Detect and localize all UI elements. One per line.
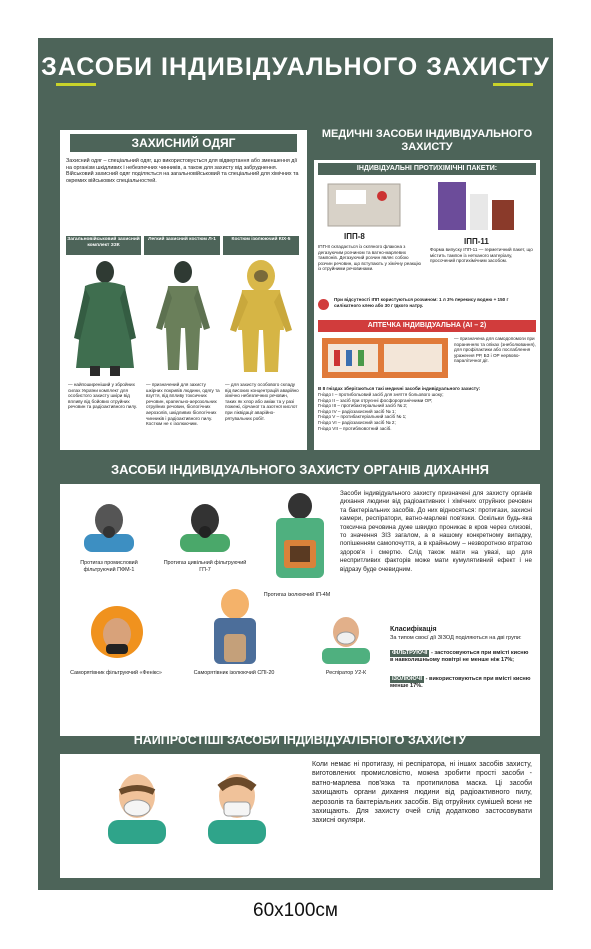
class-isolating	[390, 676, 532, 691]
kit-item: Гніздо VI – радіозахисний засіб № 2;	[318, 419, 396, 425]
kit-item: Гніздо ІІІ – протибактеріальний засіб № 2;	[318, 403, 408, 409]
page-title: ЗАСОБИ ІНДИВІДУАЛЬНОГО ЗАХИСТУ	[41, 53, 550, 81]
kit-item: Гніздо ІІ – засіб при отруєнні фосфорорганічними ОР;	[318, 397, 433, 403]
resp-label-6: Респіратор У2-К	[325, 670, 367, 676]
resp-label-4: Саморятівник фільтруючий «Фенікс»	[70, 670, 162, 676]
ipp8-name: ІПП-8	[344, 232, 365, 241]
ipp8-illustration	[324, 180, 404, 230]
simple-heading: НАЙПРОСТІШІ ЗАСОБИ ІНДИВІДУАЛЬНОГО ЗАХИСТУ	[133, 733, 467, 747]
clothing-intro: Захисний одяг – спеціальний одяг, що використовується для відвертання або зменшення дії на організм шкідливих і небезпечних чинників, а також для захисту від забруднення. Військовий захисний одяг поділяється на загальновійськовий та спеціальний для хімічних та окремих військових спеціальностей.	[66, 158, 299, 184]
class-intro: За типом своєї дії ЗІЗОД поділяються на дві групи:	[390, 635, 522, 641]
pfm1-gasmask-illustration	[74, 498, 144, 552]
ai2-kit-illustration	[320, 336, 450, 380]
kit-items-list	[318, 392, 536, 431]
medical-panel	[314, 160, 540, 450]
resp-label-2: Протигаз цивільний фільтруючий ГП-7	[163, 560, 247, 573]
kit-heading: АПТЕЧКА ІНДИВІДУАЛЬНА (АІ – 2)	[318, 320, 536, 332]
kit-item: Гніздо V – протибактеріальний засіб № 1;	[318, 414, 407, 420]
ip4m-gasmask-illustration	[260, 492, 334, 586]
ipp8-text: ІПП-8 складається із скляного флакона з дегазуючим розчином та ватно-марлевих тампонів. Дегазуючий розчин являє собою розчин речовин, що вступають у хімічну реакцію із отруйними речовинами.	[318, 244, 421, 272]
phoenix-selfrescuer-illustration	[82, 604, 152, 664]
stand-size-label: 60x100см	[253, 900, 338, 921]
kit-intro: В 8 гніздах зберігаються такі медичні засоби індивідуального захисту:	[318, 386, 481, 391]
clothing-panel	[60, 130, 307, 450]
l1-suit-illustration	[148, 258, 218, 378]
gauze-bandage-illustration	[100, 764, 174, 844]
clothing-col-2-text: — призначений для захисту шкірних покривів людини, одягу та взуття, від впливу токсичних речовин, крапельно-аерозольних отруйних речовин, біологічних аерозолів, шкідливих біологічних чинників і радіоактивного пилу. Костюм не є ізолюючим.	[146, 382, 220, 427]
ipp11-illustration	[432, 178, 522, 234]
clothing-col-3-text: — для захисту особового складу від високих концентрацій аварійно хімічно небезпечних речовин, таких як хлор або аміак та у разі пожежі, сірчаної та азотної кислот при ліквідації аварійно-рятувальних робіт.	[225, 382, 299, 421]
ipp11-text: Форма випуску ІПП-11 — герметичний пакет, що містить тампон із нетканого матеріалу, просочений протихімічним засобом.	[430, 247, 533, 264]
filter-tag: ФІЛЬТРУЮЧІ	[392, 650, 428, 656]
respiratory-panel	[60, 484, 540, 736]
resp-label-1: Протигаз промисловий фільтруючий ПФМ-1	[80, 560, 138, 573]
clothing-col-3-head: Костюм ізолюючий КІХ-5	[223, 236, 299, 255]
spi20-selfrescuer-illustration	[200, 588, 270, 668]
ozk-suit-illustration	[70, 258, 140, 378]
medical-heading: МЕДИЧНІ ЗАСОБИ ІНДИВІДУАЛЬНОГО ЗАХИСТУ	[321, 128, 533, 153]
isolating-tag: ІЗОЛЮЮЧІ	[392, 676, 423, 682]
absent-note: При відсутності ІПП користуються розчином: 1 л 3% перекису водню + 150 г силікатного клею або 30 г їдкого натру.	[334, 297, 509, 308]
simple-panel	[60, 754, 540, 878]
kit-item: Гніздо IV – радіозахисний засіб № 1;	[318, 408, 396, 414]
respiratory-text: Засоби індивідуального захисту призначені для захисту органів дихання людини від радіоактивних і хімічних отруйних речовин та бактеріальних засобів. До них відносяться: протигази, захисні камери, респіратори, ватно-марлеві пов'язки. Оскільки будь-яка токсична речовина дуже швидко проникає в кров через слизові, то значення ЗІЗ загалом, а в нашому конкретному випадку, попішенням самопочуття, а в крайньому – незворотною втратою здоров'я і смертю. Слід також мати на увазі, що для неспритливих факторів може мати кумулятивний ефект і не відразу буде очевидним.	[340, 490, 532, 573]
respiratory-heading: ЗАСОБИ ІНДИВІДУАЛЬНОГО ЗАХИСТУ ОРГАНІВ ДИХАННЯ	[110, 462, 489, 477]
gp7-gasmask-illustration	[170, 498, 240, 552]
kit-item: Гніздо І – протибольовий засіб для зняття больового шоку;	[318, 392, 444, 397]
dust-mask-illustration	[200, 764, 274, 844]
clothing-col-1-text: — найпоширеніший у збройних силах України комплект для особистого захисту шкіри від впливу від бойових отруйних речовин та радіоактивного пилу.	[68, 382, 138, 410]
u2k-respirator-illustration	[316, 608, 376, 664]
red-dot-icon	[318, 299, 329, 310]
class-filter	[390, 650, 532, 665]
resp-label-3: Протигаз ізолюючий ІП-4М	[263, 592, 331, 598]
clothing-heading: ЗАХИСНИЙ ОДЯГ	[70, 134, 297, 152]
kit-item: Гніздо VII – протиблювотний засіб.	[318, 425, 392, 431]
title-rule-left	[56, 83, 96, 86]
clothing-col-2-head: Легкий захисний костюм Л-1	[144, 236, 220, 255]
ipp11-name: ІПП-11	[464, 237, 489, 246]
class-heading: Класифікація	[390, 626, 437, 633]
clothing-col-1-head: Загальновійськовий захисний комплект ЗЗК	[66, 236, 141, 255]
stand-board	[38, 38, 553, 890]
kit-text: — призначена для самодопомоги при пораненнях та опіках (знеболювання), для профілактики або послаблення ураження РР, БЗ і ОР нервово-паралітичної дії.	[454, 336, 536, 364]
filter-text: - застосовуються при вмісті кисню в навколишньому повітрі не менше ніж 17%;	[390, 650, 529, 664]
simple-text: Коли немає ні протигазу, ні респіратора, ні інших засобів захисту, виготовлених промисловістю, можна зробити прості засоби - ватно-марлева пов'язка та протипилова маска. Ці засоби захищають органи дихання людини від радіоактивного пилу, аерозолів та бактеріальних засобів. Від отруйних сумішей вони не захищають. Для захисту очей слід додатково застосовувати захисні окуляри.	[312, 761, 532, 825]
resp-label-5: Саморятівник ізолюючий СПІ-20	[193, 670, 275, 676]
title-rule-right	[493, 83, 533, 86]
isolating-text: - використовуються при вмісті кисню менше 17%.	[390, 676, 531, 690]
kih5-suit-illustration	[226, 258, 296, 378]
packets-heading: ІНДИВІДУАЛЬНІ ПРОТИХІМІЧНІ ПАКЕТИ:	[318, 163, 536, 175]
